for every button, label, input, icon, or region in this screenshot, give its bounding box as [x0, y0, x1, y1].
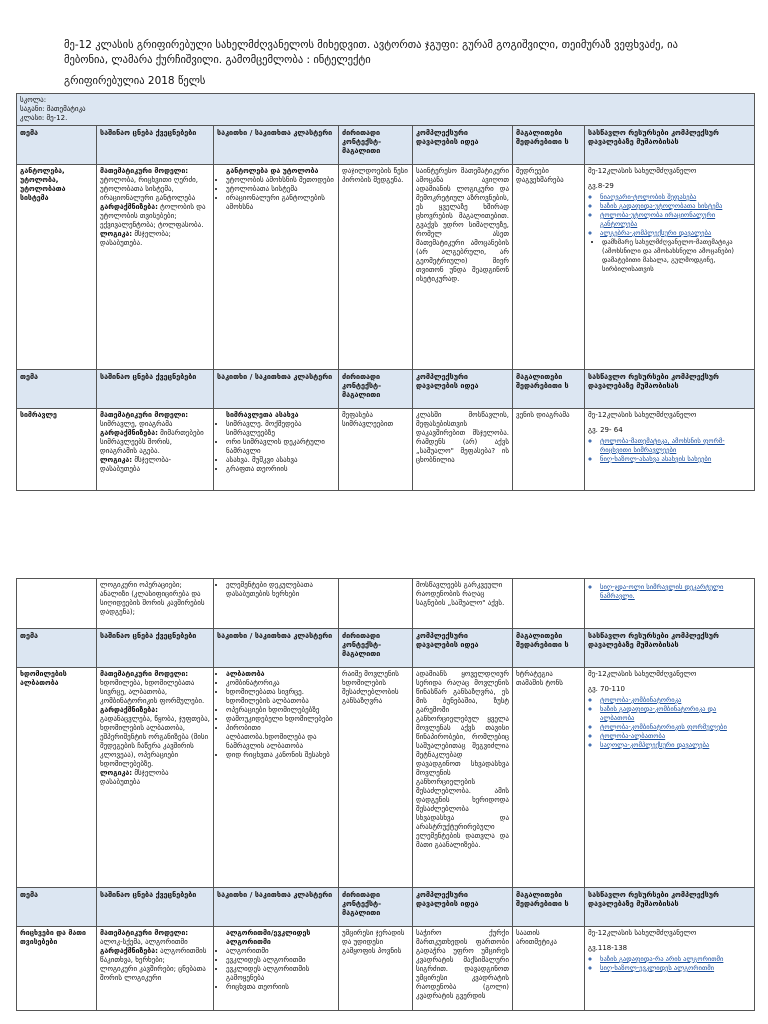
col-complex-task: კომპლექსური დავალების იდეა — [413, 126, 513, 165]
resource-link[interactable]: ◦ ნიღ-ხაზოლ-ასახვა ასახვის სახეები — [600, 455, 751, 464]
resource-link[interactable]: ◦ საღოლა-კომპლექსური დავალება — [600, 741, 751, 750]
resources-cell: მე-12კლასის სახელმძღვანელო გვ.8-29 ◦ ნიაღვარი-ტოლობის შეფასება ◦ ხაზის გადაფიდა-უტოლობათა სისტემა ◦ ტოლობა-უტოლობა ირაციონალური განტოლება ◦ ალგებრა-კომპლექსური დავალება • დამხმარე სახელმძღვანელო-მათემატიკა (ამოხსნილი და ამოსახსნელი ამოცანები) დამატებითი მასალა, გულმოდგინე, სირბილისათვის — [585, 165, 755, 370]
col-context: ძირითადი კონტექსტ-მაგალითი — [339, 126, 413, 165]
concept-cell: მათემატიკური მოდელი: სიმრავლე, დიაგრამა გარდაქმნიზება: მიმართებები სიმრავლეებს შორის, დიაგრამის აგება. ლოგიკა: მსჯელობა-დასაბუთება — [97, 409, 214, 491]
cluster-cell: განტოლება და უტოლობა • უტოლობის ამოხსნის მეთოდები • უტოლობათა სისტემა • ირაციონალური განტოლების ამოხსნა — [214, 165, 339, 370]
complex-task-cell: ადამიანს ყოველდღიურ სერიდა რაღაც მოვლენის წინასწარ განსაზღვრა, ეს მის ბუნებაშია, ზუსტ გარემოში განხორციელებულ ყველა მოვლენას აქვს თავისი წინაპირობები, რომლებიც საშუალებითაც შეგვიძლია მეტნაკლებად დავადგინოთ სხვადასხვა მოვლენის განხორციელების შესაძლებლობა. ამის დადგენის ხერიდოდა შესაძლებლობა სხვადასხვა და არასტრუქტურირებული ელემენტების დათვლა და მათი გაანალიზება. — [413, 668, 513, 888]
resource-link[interactable]: ◦ ტოლობა-ალბათობა — [600, 732, 751, 741]
context-cell: რაიმე მოვლენის ხდომილების შესაძლებლობის განსაზღვრა — [339, 668, 413, 888]
table-row — [17, 927, 755, 1011]
list-item: • ალგორითმი — [226, 947, 335, 956]
resource-link[interactable]: ◦ ალგებრა-კომპლექსური დავალება — [600, 229, 751, 238]
col-concept: საშინაო ცნება ქვეცნებები — [97, 126, 214, 165]
document-header — [64, 38, 714, 95]
school-info-row — [17, 94, 755, 126]
resource-link[interactable]: ◦ ხაზის გადაფიდა-კომბინატორიკა და ალბათობა — [600, 705, 751, 723]
list-item: • დამოუკიდებელი ხდომილებები — [226, 715, 335, 724]
cluster-cell — [214, 579, 339, 629]
concept-cell: მათემატიკური მოდელი: უტოლობა, რიცხვითი ღერძი, უტოლობათა სისტემა, ირაციონალური განტოლება გარდაქმნიზება: ტოლობის და უტოლობის თვისებები; ექვივალენტობა; ტოლფასობა. ლოგიკა: მსჯელობა; დასაბუთება. — [97, 165, 214, 370]
context-cell: უმცირესი ჯერადის და უდიდესი გამყოფის პოვნის — [339, 927, 413, 1011]
col-resources: სასწავლო რესურსები კომპლექსურ დავალებაზე მუშაობისას — [585, 126, 755, 165]
resource-link[interactable]: ◦ ტოლობა-კომბინატორიკა — [600, 696, 751, 705]
topic-cell: განტოლება, უტოლობა, უტოლობათა სისტემა — [17, 165, 97, 370]
cluster-cell: ალგორითმი/ევკლიდეს ალგორითმი • ალგორითმი • ევკლიდეს ალგორითმი • ევკლიდეს ალგორითმის გამოყენება • რიცხვთა თეორიის — [214, 927, 339, 1011]
topic-cell: სიმრავლე — [17, 409, 97, 491]
resource-link[interactable]: ◦ ხაზის გადაფიდა-უტოლობათა სისტემა — [600, 202, 751, 211]
list-item: • ელემენტები დეკულებათა დასაბუთების ხერხები — [226, 581, 335, 599]
compare-cell: შედრეები დაგვეხმარება — [513, 165, 585, 370]
list-item: • ოპერაციები ხდომილებებზე — [226, 706, 335, 715]
cluster-cell: • ალბათობა • კომბინატორიკა • ხდომილებათა სივრცე. ხდომილების ალბათობა • ოპერაციები ხდომილებებზე • დამოუკიდებელი ხდომილებები • პირობითი ალბათობა.ხდომილება და ნამრავლის ალბათობა • დიდ რიცხვთა კანონის შესახებ — [214, 668, 339, 888]
school-label: სკოლა: — [20, 96, 47, 104]
complex-task-cell: კლასში მოსწავლის, მეფასებისთვის დაკავშირებით მსჯელობა. რამდენს (არ) აქვს „საშუალო" მეფასება? ის ცხობნილია — [413, 409, 513, 491]
curriculum-table-bottom — [16, 578, 755, 1011]
list-item: • ორი სიმრავლის დეკარტული ნამრავლი — [226, 438, 335, 456]
table-row — [17, 579, 755, 629]
compare-cell: ვენის დიაგრამა — [513, 409, 585, 491]
curriculum-table-top — [16, 93, 755, 491]
list-item: • ასახვა. მუშკვი ასახვა — [226, 456, 335, 465]
complex-task-cell: მოსწავლეებს გარკვეული რაოდენობის რაღაც საგნების „საშუალო" აქვს. — [413, 579, 513, 629]
concept-cell: ლოგიკური ოპერაციები; ანალიზი (კლასიფიცირება და სიღიდეების შორის კავშირების დადგენა); — [97, 579, 214, 629]
complex-task-cell: საინტერესო მათემატიკური ამოცანა ავიღოთ ადამიანის ლოგიკური და მემოკრეტიულ აზროვნების, ეს ყველაზე ხშირად ცხოვრების მაგალითებით. გვაქვს უდრო სიმაღლეზე, რომელ ასეთ მათემატიკური ამოცანების (არ ალგებრული, არ გეომეტრიული) მიერ თვითონ უნდა შეადგინონ ისეტიკურად. — [413, 165, 513, 370]
resources-cell — [585, 579, 755, 629]
topic-cell: რიცხვები და მათი თვისებები — [17, 927, 97, 1011]
list-item: • უტოლობათა სისტემა — [226, 185, 335, 194]
resources-cell: მე-12კლასის სახელმძღვანელო გვ.118-138 ◦ ხაზის გადაფიდა-რა არის ალგორითმი ◦ სიღ-ხაზოლ-ევკლიდეს ალგორითმი — [585, 927, 755, 1011]
resources-cell: მე-12კლასის სახელმძღვანელო გვ. 29- 64 ◦ ტოლობა-მათემატიკა, ამოხსნის ფორმ-რიცხვითი სიმრავლეები ◦ ნიღ-ხაზოლ-ასახვა ასახვის სახეები — [585, 409, 755, 491]
col-cluster: საკითხი / საკითხთა კლასტერი — [214, 126, 339, 165]
class-label: კლასი: მე-12. — [20, 114, 68, 122]
complex-task-cell: საჭირო ქურქი მართკუთხედის ფართობი გადაჭრა უფრო უმცირეს კვადრატის მაქსიმალური სიგრძით. დავადგინოთ უმცირესი კვადრატის რაოდენობა (გოლი) კვადრატის გვერდის — [413, 927, 513, 1011]
list-item: • პირობითი ალბათობა.ხდომილება და ნამრავლის ალბათობა — [226, 724, 335, 751]
list-item: • ევკლიდეს ალგორითმი — [226, 956, 335, 965]
resource-link[interactable]: ◦ ტოლობა-კომბინატორიკის ფორმულები — [600, 723, 751, 732]
concept-cell: მათემატიკური მოდელი: ალოკ-სქემა, ალგორითმი გარდაქმნიზება: ალგორითმის წაკითხვა, ხერხები; ლოგიკური კავშირები; ცნებათა შორის ლოგიკური — [97, 927, 214, 1011]
header-grif-year: გრიფირებულია 2018 წელს — [64, 75, 206, 87]
list-item: • დიდ რიცხვთა კანონის შესახებ — [226, 751, 335, 760]
table-row — [17, 165, 755, 370]
resource-link[interactable]: ◦ სიღ-ჯდა-ოლი სიმრავლის დეკარტული ნამრავლი. — [600, 583, 751, 601]
list-item: • სიმრავლე. მოქმედება სიმრავლეებზე — [226, 420, 335, 438]
table-row — [17, 409, 755, 491]
resource-link[interactable]: ◦ ხაზის გადაფიდა-რა არის ალგორითმი — [600, 955, 751, 964]
compare-cell: საათის არითმეტიკა — [513, 927, 585, 1011]
table-header-row — [17, 126, 755, 165]
list-item: • ევკლიდეს ალგორითმის გამოყენება — [226, 965, 335, 983]
col-compare: მაგალითები შედარებითი ს — [513, 126, 585, 165]
list-item: • რიცხვთა თეორიის — [226, 983, 335, 992]
list-item: • დამხმარე სახელმძღვანელო-მათემატიკა (ამოხსნილი და ამოსახსნელი ამოცანები) დამატებითი მასალა, გულმოდგინე, სირბილისათვის — [602, 238, 751, 274]
list-item: • ირაციონალური განტოლების ამოხსნა — [226, 194, 335, 212]
table-header-row: თემა საშინაო ცნება ქვეცნებები საკითხი / საკითხთა კლასტერი ძირითადი კონტექსტ-მაგალითი კომპლექსური დავალების იდეა მაგალითები შედარებითი ს სასწავლო რესურსები კომპლექსურ დავალებაზე მუშაობისას — [17, 888, 755, 927]
table-row — [17, 668, 755, 888]
list-item: • კომბინატორიკა — [226, 679, 335, 688]
resources-cell: მე-12კლასის სახელმძღვანელო გვ. 70-110 ◦ ტოლობა-კომბინატორიკა ◦ ხაზის გადაფიდა-კომბინატორიკა და ალბათობა ◦ ტოლობა-კომბინატორიკის ფორმულები ◦ ტოლობა-ალბათობა ◦ საღოლა-კომპლექსური დავალება — [585, 668, 755, 888]
resource-link[interactable]: ◦ სიღ-ხაზოლ-ევკლიდეს ალგორითმი — [600, 964, 751, 973]
list-item: • გრაფთა თეორიის — [226, 465, 335, 474]
resource-link[interactable]: ◦ ნიაღვარი-ტოლობის შეფასება — [600, 193, 751, 202]
concept-cell: მათემატიკური მოდელი: ხდომილება, ხდომილებათა სივრცე, ალბათობა, კომბინატორიკის ფორმულები. გარდაქმნიზება: გადანაცვლება, წყობა, ჯუფთება, ხდომილების ალბათობა, ეშპერიმენტის ორგანიზება (მისი შედეგების ჩაწერა კავშირის კლოვეაა), ოპერაციები ხდომილებებზე. ლოგიკა: მსჯელობა დასაბუთება — [97, 668, 214, 888]
table-header-row: თემა საშინაო ცნება ქვეცნებები საკითხი / საკითხთა კლასტერი ძირითადი კონტექსტ-მაგალითი კომპლექსური დავალების იდეა მაგალითები შედარებითი ს სასწავლო რესურსები კომპლექსურ დავალებაზე მუშაობისას — [17, 629, 755, 668]
subject-label: საგანი: მათემატიკა — [20, 105, 86, 113]
list-item: • უტოლობის ამოხსნის მეთოდები — [226, 176, 335, 185]
table-header-row: თემა საშინაო ცნება ქვეცნებები საკითხი / საკითხთა კლასტერი ძირითადი კონტექსტ-მაგალითი კომპლექსური დავალების იდეა მაგალითები შედარებითი ს სასწავლო რესურსები კომპლექსურ დავალებაზე მუშაობისას — [17, 370, 755, 409]
compare-cell: ხტრატეგია თამაშის ტონს — [513, 668, 585, 888]
context-cell: დაჯილდოების წესი პირობის შედგენა. — [339, 165, 413, 370]
list-item: • ხდომილებათა სივრცე. ხდომილების ალბათობა — [226, 688, 335, 706]
topic-cell: ხდომილების ალბათობა — [17, 668, 97, 888]
header-authors: მე-12 კლასის გრიფირებული სახელმძღვანელოს მიხედვით. ავტორთა ჯგუფი: გურამ გოგიშვილი, თეიმურაზ ვეფხვაძე, ია მებონია, ლამარა ქურჩიშვილი. გამომცემლობა : ინტელექტი — [64, 39, 678, 66]
resource-link[interactable]: ◦ ტოლობა-უტოლობა ირაციონალური განტოლება — [600, 211, 751, 229]
col-topic: თემა — [17, 126, 97, 165]
context-cell: მეფასება სიმრავლეებით — [339, 409, 413, 491]
resource-link[interactable]: ◦ ტოლობა-მათემატიკა, ამოხსნის ფორმ-რიცხვითი სიმრავლეები — [600, 437, 751, 455]
cluster-cell: სიმრავლეთა ასახვა • სიმრავლე. მოქმედება სიმრავლეებზე • ორი სიმრავლის დეკარტული ნამრავლი • ასახვა. მუშკვი ასახვა • გრაფთა თეორიის — [214, 409, 339, 491]
